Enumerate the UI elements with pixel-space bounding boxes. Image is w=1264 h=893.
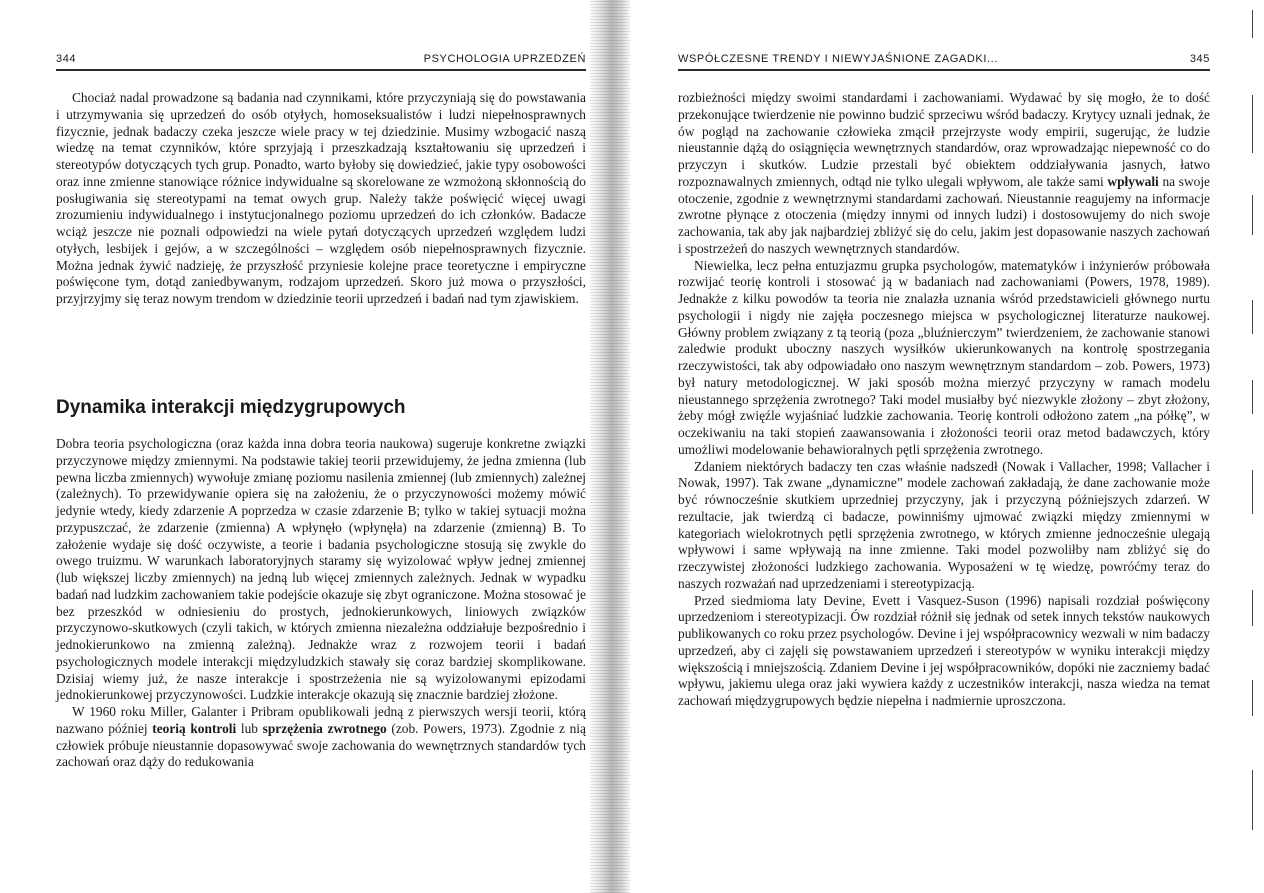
left-running-head: PSYCHOLOGIA UPRZEDZEŃ	[423, 53, 586, 65]
paragraph-2-start: W 1960 roku Miller, Galanter i Pribram opublikowali jedną z pierwszych wersji teorii, którą nazwano później	[56, 704, 586, 736]
section-paragraph-1: Dobra teoria psychologiczna (oraz każda inna dobra teoria naukowa) sugeruje konkretne związki przyczynowe między zmiennymi. Na podstawie takiej teorii przewidujemy, że jedna zmienna (lub pewna liczba zmiennych) wywołuje zmianę poziomu nasilenia zmiennej (lub zmiennych) zależnej (zależnych). To przewidywanie opiera się na założeniu, że o przyczynowości możemy mówić jedynie wtedy, kiedy zdarzenie A poprzedza w czasie zdarzenie B; tylko w takiej sytuacji można przypuszczać, że zdarzenie (zmienna) A wpłynęło (wpłynęła) na zdarzenie (zmienną) B. To założenie wydaje się dość oczywiste, a teorie i badania psychologiczne stosują się zwykle do owego truizmu. W warunkach laboratoryjnych staramy się wyizolować wpływ jednej zmiennej (lub większej liczby zmiennych) na jedną lub więcej zmiennych zależnych. Jednak w wypadku badań nad ludzkim zachowaniem takie podejście okazuje się zbyt ograniczone. Można stosować je bez przeszkód w odniesieniu do prostych, jednokierunkowych, liniowych związków przyczynowo-skutkowych (czyli takich, w których zmienna niezależna oddziałuje bezpośrednio i jednokierunkowo na zmienną zależną). Jednakże wraz z rozwojem teorii i badań psychologicznych modele interakcji międzyludzkich stawały się coraz bardziej skomplikowane. Dzisiaj wiemy już, że nasze interakcje i spostrzeżenia nie są wyizolowanymi epizodami jednokierunkowej przyczynowości. Ludzkie interakcje okazują się znacznie bardziej złożone.	[56, 436, 586, 703]
right-page-number: 345	[1189, 53, 1210, 65]
right-header-rule	[678, 69, 1210, 71]
right-paragraph-1	[678, 90, 1210, 258]
term-feedback: sprzężenia zwrotnego	[262, 720, 387, 736]
edge-mark	[1252, 195, 1253, 235]
edge-mark	[1252, 680, 1253, 716]
edge-mark	[1252, 590, 1253, 626]
right-paragraph-1-end: na swoje otoczenie, zgodnie z wewnętrznymi standardami zachowań. Nieustannie reagujemy na informacje zwrotne płynące z otoczenia (między innymi od innych ludzi) i dostosowujemy do nich swoje zachowania, tak aby jak najbardziej zbliżyć się do celu, jakim jest dopasowanie naszych zachowań i spostrzeżeń do naszych wewnętrznych standardów.	[678, 173, 1210, 256]
left-page-number: 344	[56, 53, 77, 65]
edge-mark	[1252, 300, 1253, 334]
term-influence: wpływali	[1107, 173, 1159, 189]
left-page	[0, 0, 596, 893]
right-page-header	[678, 53, 1210, 69]
right-paragraph-4: Przed siedmioma laty Devine, Evett i Vasquez-Suson (1996) napisali rozdział poświęcony uprzedzeniom i stereotypizacji. Ów rozdział różnił się jednak od setek innych tekstów naukowych publikowanych co roku przez psychologów. Devine i jej współpracownicy wezwali w nim badaczy uprzedzeń, aby ci zajęli się powstawaniem uprzedzeń i stereotypów w wyniku interakcji między większością i mniejszością. Zdaniem Devine i jej współpracowników, dopóki nie zaczniemy badać wpływu, jakiemu ulega oraz jaki wywiera każdy z uczestników interakcji, nasza wiedza na temat zachowań międzygrupowych będzie niepełna i nadmiernie uproszczona.	[678, 592, 1210, 708]
section-heading: Dynamika interakcji międzygrupowych	[56, 397, 406, 418]
left-section-text	[56, 436, 586, 771]
left-intro-text	[56, 90, 586, 308]
edge-mark	[1252, 95, 1253, 153]
edge-mark	[1252, 770, 1253, 830]
scan-edge-marks	[1246, 0, 1264, 893]
intro-paragraph: Chociaż nadal prowadzone są badania nad czynnikami, które przyczyniają się do powstawania i utrzymywania się uprzedzeń do osób otyłych, homoseksualistów i ludzi niepełnosprawnych fizycznie, jednak badaczy czeka jeszcze wiele pracy w tej dziedzinie. Musimy wzbogacić naszą wiedzę na temat czynników, które sprzyjają i przeszkadzają kształtowaniu się uprzedzeń i stereotypów dotyczących tych grup. Ponadto, warto byłoby się dowiedzieć, jakie typy osobowości oraz inne zmienne stanowiące różnice indywidualne są skorelowane ze wzmożoną skłonnością do posługiwania się stereotypami na temat owych grup. Należy także poświęcić więcej uwagi zrozumieniu indywidualnego i instytucjonalnego poziomu uprzedzeń do ich członków. Badacze wciąż jeszcze nie poznali odpowiedzi na wiele pytań dotyczących uprzedzeń względem ludzi otyłych, lesbijek i gejów, a w szczególności – względem osób niepełnosprawnych fizycznie. Można jednak żywić nadzieję, że przyszłość przyniesie kolejne prace teoretyczne i empiryczne poświęcone tym, dotąd zaniedbywanym, rodzajom uprzedzeń. Skoro już mowa o przyszłości, przyjrzyjmy się teraz nowym trendom w dziedzinie teorii uprzedzeń i badań nad tym zjawiskiem.	[56, 90, 586, 306]
section-paragraph-2	[56, 704, 586, 771]
edge-mark	[1252, 380, 1253, 414]
right-body-text	[678, 90, 1210, 710]
connector-lub: lub	[236, 720, 263, 736]
right-paragraph-2: Niewielka, lecz pełna entuzjazmu grupka psychologów, matematyków i inżynierów próbowała rozwijać teorię kontroli i stosować ją w badaniach nad zachowaniami (Powers, 1978, 1989). Jednakże z kilku powodów ta teoria nie znalazła uznania wśród przedstawicieli głównego nurtu psychologii i nigdy nie zajęła poczesnego miejsca w psychologicznej literaturze naukowej. Główny problem związany z tą teorią (poza „bluźnierczym” twierdzeniem, że zachowanie stanowi zaledwie produkt uboczny naszych wysiłków ukierunkowanych na kontrolę spostrzegania rzeczywistości, tak aby odpowiadało ono naszym wewnętrznym standardom – zob. Powers, 1973) był natury metodologicznej. W jaki sposób można mierzyć przyczyny w ramach modelu nieustannego sprzężenia zwrotnego? Taki model musiałby być niezwykle złożony – zbyt złożony, żeby mógł zwięźle wyjaśniać ludzkie zachowania. Teorię kontroli odłożono zatem „na półkę”, w oczekiwaniu na taki stopień zaawansowania i złożoności teorii oraz metod badawczych, który umożliwi modelowanie behawioralnych pętli sprzężenia zwrotnego.	[678, 257, 1210, 457]
left-page-header	[56, 53, 586, 69]
term-control-theory: teorią kontroli	[152, 720, 237, 736]
right-paragraph-1-start: rozbieżności między swoimi standardami i zachowaniami. Wydawać by się mogło, że to dość przekonujące twierdzenie nie powinno budzić sprzeciwu wśród badaczy. Krytycy uznali jednak, że ów pogląd na zachowanie człowieka zmącił przejrzyste wody empirii, sugerując, że ludzie nieustannie dążą do osiągnięcia wewnętrznych standardów, oraz wprowadzając niepewność co do przyczyn i skutków. Ludzie przestali być obiektem oddziaływania jasnych, łatwo rozpoznawalnych zmiennych, odtąd nie tylko ulegali wpływom, ale także sami	[678, 90, 1210, 189]
paragraph-2-end: (zob. Powers, 1973). Zgodnie z nią człowiek próbuje nieustannie dopasowywać swoje zachowania do wewnętrznych standardów tych zachowań oraz dąży do redukowania	[56, 720, 586, 770]
right-page	[626, 0, 1244, 893]
left-header-rule	[56, 69, 586, 71]
book-gutter	[590, 0, 630, 893]
right-paragraph-3: Zdaniem niektórych badaczy ten czas właśnie nadszedł (Nowak i Vallacher, 1998; Vallacher i Nowak, 1997). Tak zwane „dynamiczne” modele zachowań zakładają, że dane zachowanie może być równocześnie skutkiem uprzedniej przyczyny, jak i przyczyną późniejszych zdarzeń. W rezultacie, jak twierdzą ci badacze, powinniśmy ujmować związki między zmiennymi w kategoriach wielokrotnych pętli sprzężenia zwrotnego, w których zmienne jednocześnie ulegają wpływowi i same wpływają na inne zmienne. Taki model pozwoliłby nam zbliżyć się do rzeczywistej złożoności ludzkiego zachowania. Wyposażeni w tę wiedzę, powróćmy teraz do naszych rozważań nad uprzedzeniami i stereotypizacją.	[678, 458, 1210, 591]
right-running-head: WSPÓŁCZESNE TRENDY I NIEWYJAŚNIONE ZAGADKI...	[678, 53, 998, 65]
edge-mark	[1252, 10, 1253, 38]
edge-mark	[1252, 470, 1253, 514]
